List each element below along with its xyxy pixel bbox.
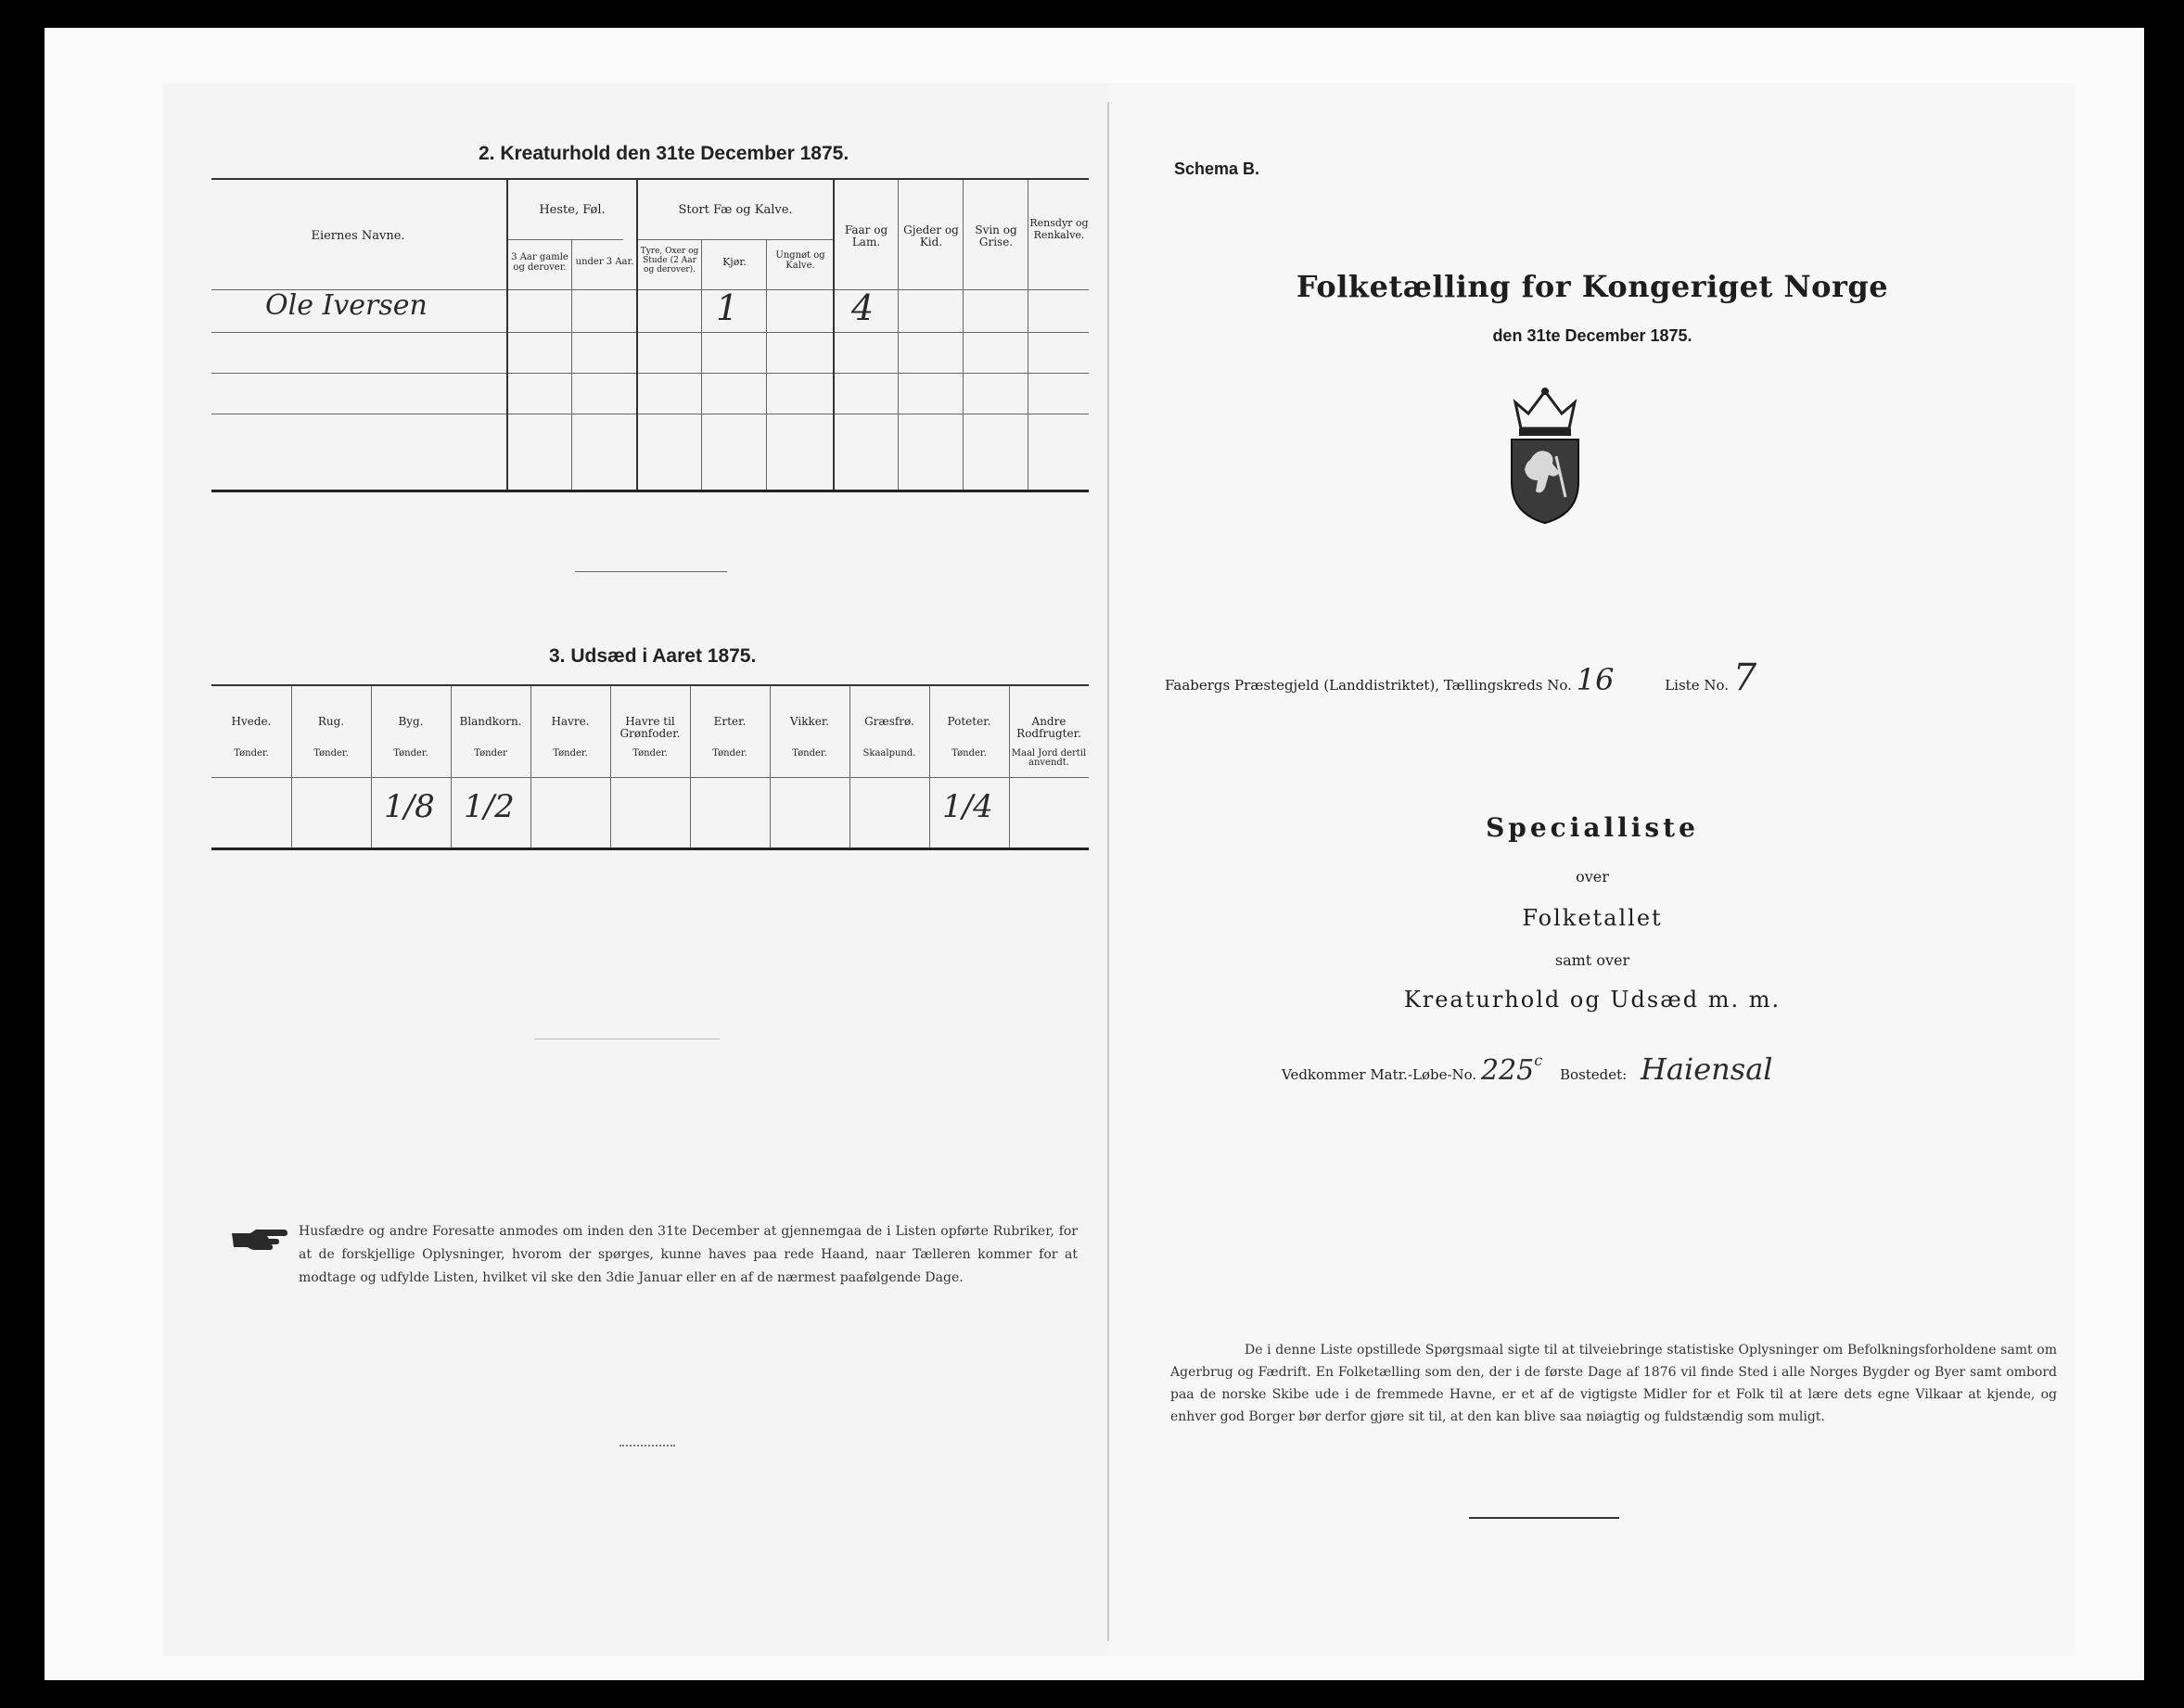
section3-title: 3. Udsæd i Aaret 1875. [549,645,757,667]
right-page [1109,83,2075,1656]
matr-no-handwritten: 225 [1481,1054,1535,1087]
table2-vline [571,239,572,490]
pointing-hand-icon [230,1226,289,1252]
table2-vline [506,180,508,490]
udsaed-col-name: Havre til Grønfoder. [619,715,681,740]
left-page [163,83,1111,1656]
udsaed-col-unit: Tønder. [632,748,668,758]
udsaed-col-unit: Tønder. [952,748,987,758]
specialliste-heading: Specialliste [1486,812,1699,843]
table3-vline [451,686,452,848]
heste-sub-rule [508,239,623,240]
table2-bottom-rule [211,490,1089,492]
udsaed-value-handwritten: 1/8 [384,788,435,825]
udsaed-col-name: Blandkorn. [459,715,522,728]
udsaed-col-name: Byg. [398,715,424,728]
udsaed-col-name: Havre. [551,715,590,728]
stort-sub-rule [638,239,833,240]
udsaed-value-handwritten: 1/4 [942,788,993,825]
udsaed-col-name: Poteter. [947,715,991,728]
header-heste: Heste, Føl. [539,203,606,217]
header-rensdyr: Rensdyr og Renkalve. [1029,217,1089,241]
header-stort-sub1: Tyre, Oxer og Stude (2 Aar og derover). [640,247,699,274]
separator-rule [575,571,727,572]
udsaed-col-name: Græsfrø. [864,715,914,728]
udsaed-col-unit: Tønder. [393,748,428,758]
udsaed-col-unit: Maal Jord dertil anvendt. [1011,748,1087,768]
kreaturhold-heading: Kreaturhold og Udsæd m. m. [1403,987,1782,1013]
coat-of-arms-emblem [1502,386,1588,525]
matr-line [1282,1052,1773,1087]
main-title: Folketælling for Kongeriget Norge [1296,269,1889,304]
folketallet-heading: Folketallet [1522,905,1663,931]
footer-explanation: De i denne Liste opstillede Spørgsmaal sigte til at tilveiebringe statistiske Oplysninger om Befolkningsforholdene samt om Agerbrug og Fædrift. En Folketælling som den, der i de første Dage af 1876 vil finde Sted i alle Norges Bygder og Byer samt ombord paa de norske Skibe ude i de fremmede Havne, er et af de vigtigste Midler for et Folk til at lære dets egne Vilkaar at kjende, og enhver god Borger bør derfor gjøre sit til, at den kan blive saa nøiagtig og fuldstændig som muligt. [1170,1343,2057,1424]
bosted-handwritten: Haiensal [1641,1052,1773,1087]
table2-vline [833,180,835,490]
header-owner: Eiernes Navne. [311,229,405,243]
district-line [1165,656,1756,699]
table2-vline [898,180,899,490]
udsaed-col-name: Erter. [713,715,747,728]
table3-vline [929,686,930,848]
table2-vline [963,180,964,490]
table3-vline [371,686,372,848]
udsaed-col-unit: Tønder [474,748,507,758]
table3-header-rule [211,777,1089,778]
table3-vline [291,686,292,848]
matr-suffix-handwritten: c [1534,1052,1543,1069]
header-stort-sub3: Ungnøt og Kalve. [775,250,825,271]
udsaed-col-unit: Skaalpund. [862,748,916,758]
header-svin: Svin og Grise. [975,223,1017,249]
table2-row-rule [211,332,1089,333]
bottom-mark [619,1445,675,1447]
matr-label: Vedkommer Matr.-Løbe-No. [1282,1066,1477,1083]
header-heste-sub2: under 3 Aar. [575,257,634,267]
header-stort: Stort Fæ og Kalve. [678,203,793,217]
district-no-handwritten: 16 [1576,662,1615,697]
table3-top-rule [211,684,1089,686]
samt-over-text: samt over [1554,951,1630,969]
udsaed-col-unit: Tønder. [313,748,349,758]
section2-title: 2. Kreaturhold den 31te December 1875. [479,143,849,164]
main-subtitle: den 31te December 1875. [1492,326,1692,345]
notice-text: Husfædre og andre Foresatte anmodes om inden den 31te December at gjennemgaa de i Listen opførte Rubriker, for at de forskjellige Oplysninger, hvorom der spørges, kunne haves paa rede Haand, naar Tælleren kommer for at modtage og udfylde Listen, hvilket vil ske den 3die Januar eller en af de nærmest paafølgende Dage. [299,1224,1078,1285]
owner-name-handwritten: Ole Iversen [265,289,428,322]
liste-label: Liste No. [1665,677,1730,694]
header-heste-sub1: 3 Aar gamle og derover. [511,252,568,273]
table3-vline [849,686,850,848]
table2-row-rule [211,373,1089,374]
header-faar: Faar og Lam. [844,223,888,249]
udsaed-col-unit: Tønder. [792,748,827,758]
udsaed-col-name: Rug. [317,715,345,728]
udsaed-col-name: Hvede. [231,715,272,728]
kjor-value-handwritten: 1 [716,287,739,328]
table2-vline [766,239,767,490]
udsaed-value-handwritten: 1/2 [464,788,515,825]
udsaed-col-unit: Tønder. [553,748,588,758]
table2-vline [701,239,702,490]
table3-vline [770,686,771,848]
faar-value-handwritten: 4 [851,287,875,328]
udsaed-col-name: Vikker. [789,715,830,728]
table3-bottom-rule [211,848,1089,850]
table2-top-rule [211,178,1089,180]
table2-vline [636,180,638,490]
udsaed-col-name: Andre Rodfrugter. [1016,715,1081,740]
udsaed-col-unit: Tønder. [712,748,747,758]
table3-vline [530,686,531,848]
header-stort-sub2: Kjør. [722,256,747,268]
table3-vline [690,686,691,848]
liste-no-handwritten: 7 [1732,656,1757,699]
district-label: Faabergs Præstegjeld (Landdistriktet), Tællingskreds No. [1165,677,1572,694]
udsaed-col-unit: Tønder. [234,748,269,758]
schema-label: Schema B. [1174,159,1260,178]
bosted-label: Bostedet: [1560,1066,1628,1083]
over-text: over [1576,868,1609,886]
footer-rule [1469,1517,1619,1519]
table3-vline [610,686,611,848]
header-gjeder: Gjeder og Kid. [903,223,959,249]
